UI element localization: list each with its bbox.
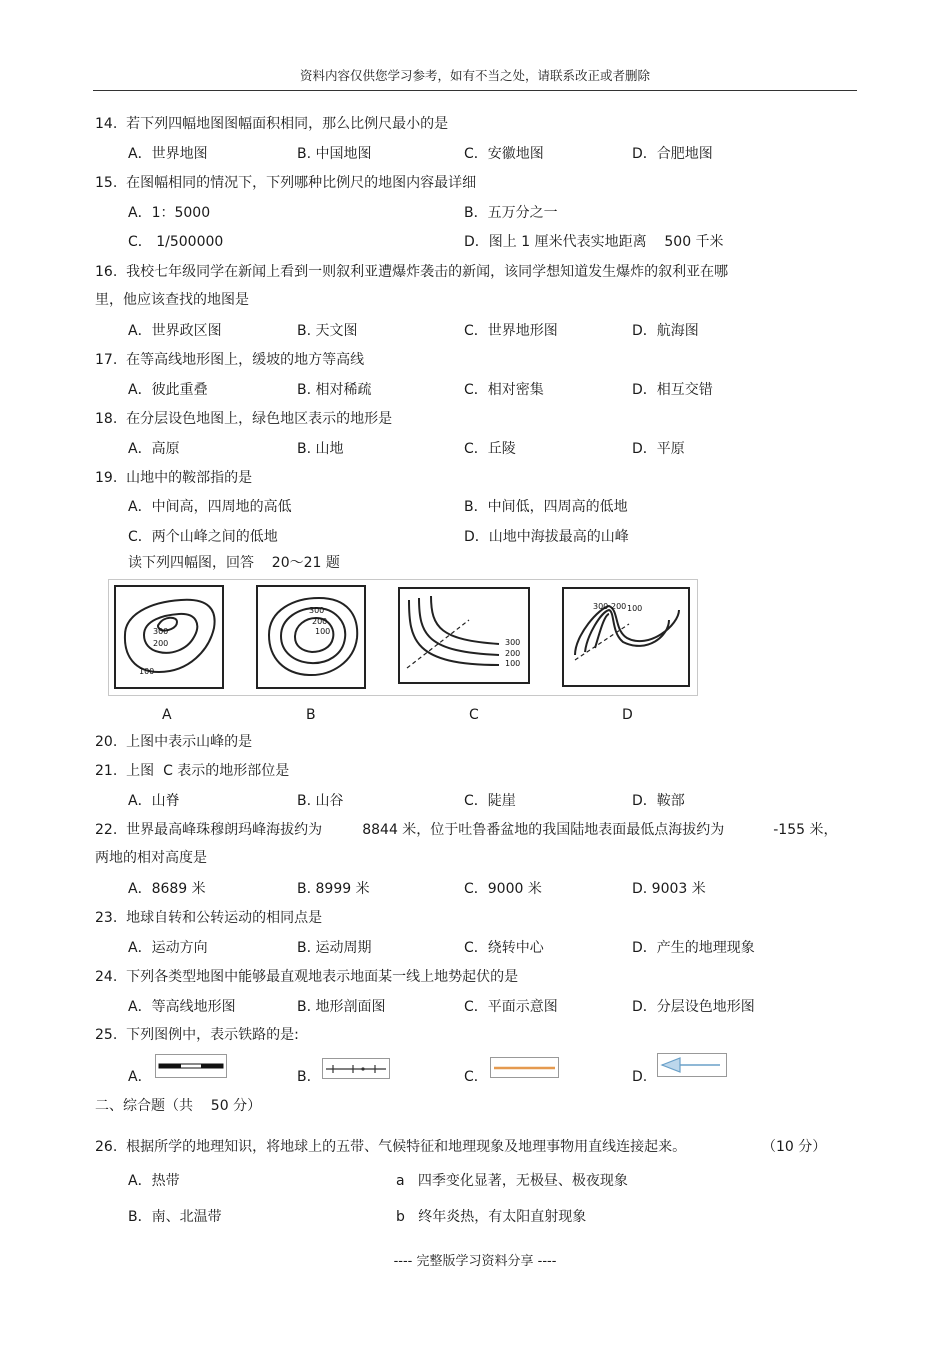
q23-option-b: B. 运动周期 [297,940,372,956]
panel-a-label-100: 100 [139,667,155,676]
q20-stem: 20. 上图中表示山峰的是 [95,734,253,750]
q19-stem: 19. 山地中的鞍部指的是 [95,470,253,486]
q17-stem: 17. 在等高线地形图上，缓坡的地方等高线 [95,352,365,368]
q22-option-b: B. 8999 米 [297,881,370,897]
q23-option-a: A．运动方向 [128,940,208,956]
section-2-title: 二、综合题（共 50 分） [95,1098,262,1114]
q17-option-d: D．相互交错 [632,382,713,398]
q26-left-item-b: B．南、北温带 [128,1209,222,1225]
boundary-legend-icon [322,1058,390,1079]
q26-right-item-b: b 终年炎热，有太阳直射现象 [396,1209,587,1225]
q15-option-a: A．1：5000 [128,205,211,221]
figure-label-a: A [162,707,172,723]
river-legend-icon [657,1053,727,1077]
figure-label-c: C [469,707,479,723]
q15-option-b: B．五万分之一 [464,205,558,221]
q19-option-a: A．中间高，四周地的高低 [128,499,292,515]
q15-option-c: C． 1/500000 [128,234,224,250]
boundary-legend-svg [323,1059,389,1078]
q19-option-b: B．中间低，四周高的低地 [464,499,628,515]
q22-option-c: C．9000 米 [464,881,542,897]
q26-points: （10 分） [762,1139,827,1155]
q14-option-b: B. 中国地图 [297,146,372,162]
q15-stem: 15. 在图幅相同的情况下，下列哪种比例尺的地图内容最详细 [95,175,477,191]
q25-option-c: C． [464,1069,488,1085]
railway-legend-svg [156,1055,226,1077]
contour-figure [108,579,698,696]
q18-option-d: D．平原 [632,441,685,457]
panel-c-label-100: 100 [505,659,521,668]
panel-d-label-100: 100 [627,604,643,613]
panel-b-label-100: 100 [315,627,331,636]
panel-a-label-200: 200 [153,639,169,648]
page-header: 资料内容仅供您学习参考，如有不当之处，请联系改正或者删除 [299,68,650,83]
page-footer: ---- 完整版学习资料分享 ---- [393,1254,557,1269]
q19-option-c: C．两个山峰之间的低地 [128,529,278,545]
q22-stem-line1: 22. 世界最高峰珠穆朗玛峰海拔约为 8844 米，位于吐鲁番盆地的我国陆地表面最低点海拔约为 -155 米， [95,822,838,838]
panel-a-label-300: 300 [153,627,169,636]
contour-figure-svg [109,580,697,695]
panel-c-contour-300 [431,596,499,644]
q16-option-d: D．航海图 [632,323,699,339]
q24-option-c: C．平面示意图 [464,999,558,1015]
q22-option-a: A．8689 米 [128,881,206,897]
q26-right-item-a: a 四季变化显著，无极昼、极夜现象 [396,1173,628,1189]
panel-d-label-300: 300 [593,602,609,611]
q24-option-d: D．分层设色地形图 [632,999,755,1015]
q24-option-b: B. 地形剖面图 [297,999,386,1015]
q25-option-b: B. [297,1069,312,1085]
road-legend-svg [491,1058,558,1077]
q26-left-item-a: A．热带 [128,1173,180,1189]
figure-label-d: D [622,707,633,723]
q21-option-a: A．山脊 [128,793,180,809]
q23-stem: 23. 地球自转和公转运动的相同点是 [95,910,323,926]
q22-stem-line2: 两地的相对高度是 [95,850,207,866]
q26-stem: 26. 根据所学的地理知识，将地球上的五带、气候特征和地理现象及地理事物用直线连接起来。 [95,1139,687,1155]
railway-legend-icon [155,1054,227,1078]
panel-b-label-300: 300 [309,606,325,615]
river-legend-svg [658,1054,726,1076]
q24-stem: 24. 下列各类型地图中能够最直观地表示地面某一线上地势起伏的是 [95,969,519,985]
figure-intro: 读下列四幅图，回答 20～21 题 [128,555,340,571]
q17-option-b: B. 相对稀疏 [297,382,372,398]
panel-a-contour-200 [144,614,197,653]
q18-option-b: B. 山地 [297,441,344,457]
q24-option-a: A．等高线地形图 [128,999,236,1015]
panel-c-contour-100 [409,600,499,665]
q16-option-c: C．世界地形图 [464,323,558,339]
q16-option-b: B. 天文图 [297,323,358,339]
q18-option-c: C．丘陵 [464,441,516,457]
q21-option-d: D．鞍部 [632,793,685,809]
q21-option-b: B. 山谷 [297,793,344,809]
q16-option-a: A．世界政区图 [128,323,222,339]
q25-stem: 25. 下列图例中，表示铁路的是: [95,1027,299,1043]
figure-label-b: B [306,707,316,723]
header-rule [93,90,857,91]
q21-stem: 21. 上图 C 表示的地形部位是 [95,763,290,779]
q21-option-c: C．陡崖 [464,793,516,809]
q23-option-d: D．产生的地理现象 [632,940,755,956]
q14-option-d: D．合肥地图 [632,146,713,162]
q16-stem-line1: 16. 我校七年级同学在新闻上看到一则叙利亚遭爆炸袭击的新闻，该同学想知道发生爆炸的叙利亚在哪 [95,264,729,280]
panel-d-contour-300 [595,614,609,648]
q22-option-d: D. 9003 米 [632,881,706,897]
q19-option-d: D．山地中海拔最高的山峰 [464,529,629,545]
q23-option-c: C．绕转中心 [464,940,544,956]
q15-option-d: D．图上 1 厘米代表实地距离 500 千米 [464,234,724,250]
panel-a-contour-100 [125,600,215,672]
panel-c-label-200: 200 [505,649,521,658]
q16-stem-line2: 里，他应该查找的地图是 [95,292,249,308]
q18-option-a: A．高原 [128,441,180,457]
q17-option-c: C．相对密集 [464,382,544,398]
panel-b-label-200: 200 [312,617,328,626]
panel-d-contour-100 [575,606,679,655]
panel-d-contour-200 [585,610,669,652]
q14-option-c: C．安徽地图 [464,146,544,162]
panel-b-frame [257,586,365,688]
q18-stem: 18. 在分层设色地图上，绿色地区表示的地形是 [95,411,393,427]
q25-option-a: A． [128,1069,152,1085]
panel-d-label-200: 200 [611,602,627,611]
q25-option-d: D. [632,1069,648,1085]
q14-stem: 14. 若下列四幅地图图幅面积相同，那么比例尺最小的是 [95,116,449,132]
road-legend-icon [490,1057,559,1078]
q14-option-a: A．世界地图 [128,146,208,162]
q17-option-a: A．彼此重叠 [128,382,208,398]
panel-c-label-300: 300 [505,638,521,647]
